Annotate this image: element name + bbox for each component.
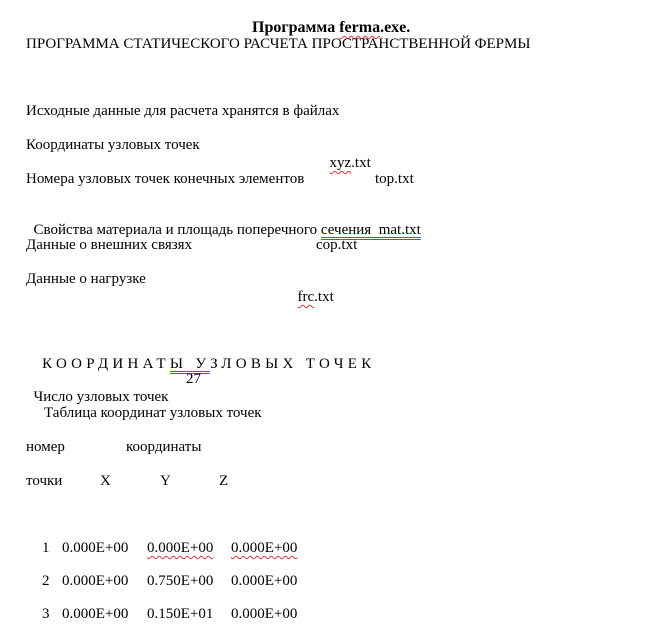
- coords-table-title: Таблица координат узловых точек: [44, 405, 262, 421]
- load-file-base: frc: [297, 289, 315, 305]
- point-count-value: 27: [186, 371, 201, 387]
- material-file-label: Свойства материала и площадь поперечного: [33, 222, 321, 238]
- row-y: 0.150E+01: [147, 606, 214, 622]
- constraints-file-name: cop.txt: [316, 237, 358, 253]
- point-count-row: [26, 370, 168, 406]
- row-z: 0.000E+00: [231, 606, 298, 622]
- coords-heading-part1: КООРДИНАТ: [42, 356, 170, 372]
- header-coordinates: координаты: [126, 439, 202, 455]
- header-number: номер: [26, 439, 65, 455]
- title-filename: ferma: [339, 19, 381, 36]
- topology-file-name: top.txt: [375, 171, 414, 187]
- row-number: 1: [42, 540, 50, 556]
- topology-file-label: Номера узловых точек конечных элементов: [26, 171, 305, 187]
- load-file-name: [290, 270, 334, 306]
- coords-heading-part2: Ы У: [169, 356, 211, 372]
- row-z: 0.000E+00: [231, 573, 298, 589]
- row-x: 0.000E+00: [62, 606, 129, 622]
- material-file-name: сечения mat.txt: [320, 222, 421, 238]
- row-y: 0.000E+00: [147, 540, 214, 556]
- load-file-label: Данные о нагрузке: [26, 271, 146, 287]
- point-count-label: Число узловых точек: [33, 389, 169, 405]
- title-prefix: Программа: [252, 19, 340, 36]
- row-z: 0.000E+00: [231, 540, 298, 556]
- input-files-intro: Исходные данные для расчета хранятся в файлах: [26, 103, 340, 119]
- document-title: [244, 1, 410, 37]
- coords-file-ext: .txt: [351, 155, 371, 171]
- row-x: 0.000E+00: [62, 573, 129, 589]
- coords-file-name: [322, 136, 371, 172]
- coords-section-heading: [26, 337, 376, 373]
- row-x: 0.000E+00: [62, 540, 129, 556]
- load-file-ext: .txt: [314, 289, 334, 305]
- header-point: точки: [26, 473, 63, 489]
- coords-heading-part3: ЗЛОВЫХ ТОЧЕК: [210, 356, 376, 372]
- row-number: 3: [42, 606, 50, 622]
- row-y: 0.750E+00: [147, 573, 214, 589]
- material-file-row: [26, 203, 421, 239]
- constraints-file-label: Данные о внешних связях: [26, 237, 193, 253]
- coords-file-label: Координаты узловых точек: [26, 137, 200, 153]
- row-number: 2: [42, 573, 50, 589]
- coords-file-base: xyz: [329, 155, 352, 171]
- title-suffix: .exe.: [380, 19, 411, 36]
- program-heading: ПРОГРАММА СТАТИЧЕСКОГО РАСЧЕТА ПРОСТРАНСТВЕННОЙ ФЕРМЫ: [26, 36, 531, 52]
- header-col-y: Y: [160, 473, 171, 489]
- header-col-x: X: [100, 473, 111, 489]
- header-col-z: Z: [219, 473, 229, 489]
